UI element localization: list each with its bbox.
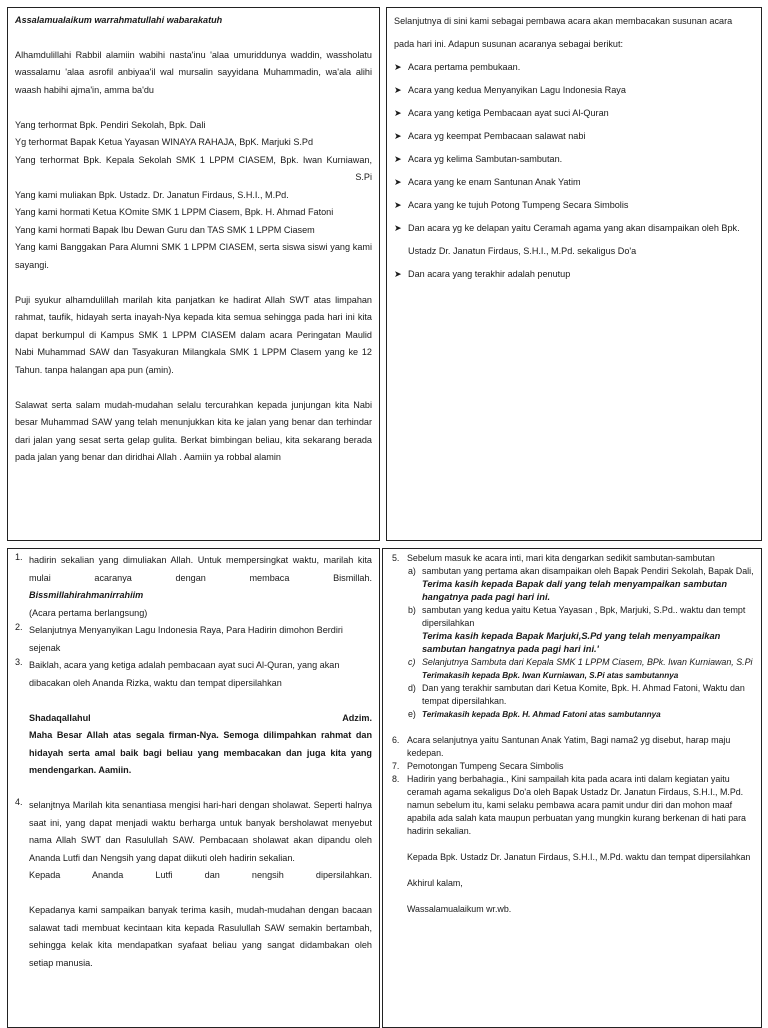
agenda-panel <box>386 7 762 541</box>
agenda-item: ➤ Dan acara yang terakhir adalah penutup <box>394 263 754 286</box>
item-invite: Kepada Ananda Lutfi dan nengsih dipersilahkan. <box>29 870 372 880</box>
respect-line-suffix: S.Pi <box>355 172 372 182</box>
agenda-intro: Selanjutnya di sini kami sebagai pembawa acara akan membacakan susunan acara pada hari ini. Adapun susunan acaranya sebagai berikut: <box>394 16 733 49</box>
arrow-bullet-icon: ➤ <box>394 200 402 210</box>
subitem-letter: e) <box>408 709 416 719</box>
item-number: 8. <box>392 774 400 784</box>
salawat-paragraph: Salawat serta salam mudah-mudahan selalu tercurahkan kepada junjungan kita Nabi besar Muhammad SAW yang telah menunjukkan kita ke jalan yang benar dan terhindar dari jalan yang sesat serta gelap gulita. Berkat bimbingan beliau, kita sekarang berada pada jalan yang benar dan diridhai Allah . Aamiin ya robbal alamin <box>15 399 372 462</box>
speech-subitem <box>389 708 755 721</box>
subitem-letter: a) <box>408 566 416 576</box>
opening-paragraph: Alhamdulillahi Rabbil alamiin wabihi nasta'inu 'alaa umuriddunya waddin, wassholatu wassalamu 'alaa asrofil anbiyaa'il wal mursalin sayyidana Muhammadin, wa'ala alihi waash habihi ajma'in, amma ba'du <box>15 49 372 95</box>
speech-subitem <box>389 656 755 682</box>
subitem-letter: d) <box>408 683 416 693</box>
agenda-list <box>394 56 754 286</box>
arrow-bullet-icon: ➤ <box>394 131 402 141</box>
closing-phrase: Akhirul kalam, <box>407 878 463 888</box>
item-number: 3. <box>15 657 23 667</box>
respect-line: Yg terhormat Bapak Ketua Yayasan WINAYA RAHAJA, BpK. Marjuki S.Pd <box>15 137 314 147</box>
arrow-bullet-icon: ➤ <box>394 177 402 187</box>
program-part-two-panel <box>382 548 762 1028</box>
subitem-text: Selanjutnya Sambuta dari Kepala SMK 1 LPPM Ciasem, BPk. Iwan Kurniawan, S.Pi <box>422 657 753 667</box>
item-number: 7. <box>392 761 400 771</box>
respect-line: Yang terhormat Bpk. Pendiri Sekolah, Bpk. Dali <box>15 119 206 130</box>
item-number: 2. <box>15 622 23 632</box>
subitem-letter: c) <box>408 657 416 667</box>
subitem-thanks: Terima kasih kepada Bapak Marjuki,S.Pd yang telah menyampaikan sambutan hangatnya pada pagi hari ini.' <box>422 631 721 654</box>
speaker-invitation: Kepada Bpk. Ustadz Dr. Janatun Firdaus, S.H.I., M.Pd. waktu dan tempat dipersilahkan <box>407 852 751 862</box>
respect-line: Yang terhormat Bpk. Kepala Sekolah SMK 1 LPPM CIASEM, Bpk. Iwan Kurniawan, <box>15 154 372 165</box>
subitem-text: Dan yang terakhir sambutan dari Ketua Komite, Bpk. H. Ahmad Fatoni, Waktu dan tempat dipersilahkan. <box>422 683 745 706</box>
agenda-item: ➤ Dan acara yg ke delapan yaitu Ceramah agama yang akan disampaikan oleh Bpk. Ustadz Dr. Janatun Firdaus, S.H.I., M.Pd. sekaligus Do'a <box>394 217 754 263</box>
item-note: (Acara pertama berlangsung) <box>29 607 148 618</box>
agenda-item: ➤ Acara pertama pembukaan. <box>394 56 754 79</box>
program-item <box>15 622 372 657</box>
item-text: Baiklah, acara yang ketiga adalah pembacaan ayat suci Al-Quran, yang akan dibacakan oleh Ananda Rizka, waktu dan tempat dipersilahkan <box>29 660 340 688</box>
subitem-letter: b) <box>408 605 416 615</box>
item-text: hadirin sekalian yang dimuliakan Allah. Untuk mempersingkat waktu, marilah kita mulai acaranya dengan membaca Bismillah. <box>29 555 372 583</box>
bismillah-text: Bissmillahirahmanirrahiim <box>29 590 144 600</box>
agenda-item: ➤ Acara yang ketiga Pembacaan ayat suci Al-Quran <box>394 102 754 125</box>
item-number: 4. <box>15 797 23 807</box>
arrow-bullet-icon: ➤ <box>394 108 402 118</box>
program-part-one-panel <box>7 548 380 1028</box>
subitem-thanks: Terima kasih kepada Bapak dali yang telah menyampaikan sambutan hangatnya pada pagi hari ini. <box>422 579 728 602</box>
respect-line: Yang kami muliakan Bpk. Ustadz. Dr. Janatun Firdaus, S.H.I., M.Pd. <box>15 189 289 200</box>
item-text: Pemotongan Tumpeng Secara Simbolis <box>407 761 564 771</box>
program-item <box>15 797 372 972</box>
agenda-item: ➤ Acara yang kedua Menyanyikan Lagu Indonesia Raya <box>394 79 754 102</box>
arrow-bullet-icon: ➤ <box>394 154 402 164</box>
item-number: 1. <box>15 552 23 562</box>
respect-line: Yang kami hormati Bapak Ibu Dewan Guru dan TAS SMK 1 LPPM Ciasem <box>15 224 315 235</box>
agenda-item: ➤ Acara yg kelima Sambutan-sambutan. <box>394 148 754 171</box>
speech-subitem <box>389 682 755 708</box>
agenda-item: ➤ Acara yg keempat Pembacaan salawat nabi <box>394 125 754 148</box>
subitem-thanks: Terimakasih kepada Bpk. H. Ahmad Fatoni atas sambutannya <box>422 710 661 719</box>
respect-line: Yang kami hormati Ketua KOmite SMK 1 LPPM Ciasem, Bpk. H. Ahmad Fatoni <box>15 207 334 217</box>
item-number: 6. <box>392 735 400 745</box>
speech-subitem <box>389 565 755 604</box>
item-text: selanjtnya Marilah kita senantiasa mengisi hari-hari dengan sholawat. Seperti halnya saat ini, yang dapat menjadi waktu berharga untuk banyak bersholawat menyebut nama Allah SWT dan Rasulullah SAW. Pembacaan sholawat akan dipandu oleh Ananda Lutfi dan Nengsih yang dapat diikuti oleh hadirin sekalian. <box>29 800 372 863</box>
item-text: Sebelum masuk ke acara inti, mari kita dengarkan sedikit sambutan-sambutan <box>407 553 715 563</box>
item-text: Selanjutnya Menyanyikan Lagu Indonesia Raya, Para Hadirin dimohon Berdiri sejenak <box>29 625 343 653</box>
item-text: Hadirin yang berbahagia., Kini sampailah kita pada acara inti dalam kegiatan yaitu ceramah agama sekaligus Do'a oleh Bapak Ustadz Dr. Janatun Firdaus, S.H.I., M.Pd. namun sebelum itu, kami selaku pembawa acara pamit undur diri dan mohon maaf apabila ada salah kata maupun perbuatan yang mungkin kurang berkenan di hati para hadirin sekalian. <box>407 774 746 836</box>
closing-salam: Wassalamualaikum wr.wb. <box>407 904 512 914</box>
agenda-item: ➤ Acara yang ke enam Santunan Anak Yatim <box>394 171 754 194</box>
arrow-bullet-icon: ➤ <box>394 62 402 72</box>
gratitude-paragraph: Puji syukur alhamdulillah marilah kita panjatkan ke hadirat Allah SWT atas limpahan rahmat, taufik, hidayah serta inayah-Nya kepada kita semua sehingga pada hari ini kita dapat berkumpul di Kampus SMK 1 LPPM CIASEM dalam acara Peringatan Maulid Nabi Muhammad SAW dan Tasyakuran Milangkala SMK 1 LPPM Clasem yang ke 12 Tahun. tanpa halangan apa pun (amin). <box>15 294 372 375</box>
speech-subitem <box>389 604 755 656</box>
respect-line: Yang kami Banggakan Para Alumni SMK 1 LPPM CIASEM, serta siswa siswi yang kami sayangi. <box>15 242 372 270</box>
arrow-bullet-icon: ➤ <box>394 85 402 95</box>
program-item <box>389 734 755 760</box>
opening-speech-panel <box>7 7 380 541</box>
prayer-text: Maha Besar Allah atas segala firman-Nya. Semoga dilimpahkan rahmat dan hidayah serta amal baik bagi beliau yang membacakan dan juga kita yang mendengarkan. Aamiin. <box>29 730 372 775</box>
program-item <box>15 657 372 780</box>
closing-verse-line: Shadaqallahul Adzim. <box>29 712 372 723</box>
arrow-bullet-icon: ➤ <box>394 269 402 279</box>
item-number: 5. <box>392 553 400 563</box>
agenda-item: ➤ Acara yang ke tujuh Potong Tumpeng Secara Simbolis <box>394 194 754 217</box>
subitem-text: sambutan yang pertama akan disampaikan oleh Bapak Pendiri Sekolah, Bapak Dali, <box>422 566 754 576</box>
item-thanks: Kepadanya kami sampaikan banyak terima kasih, mudah-mudahan dengan bacaan salawat tadi membuat kecintaan kita kepada Rasulullah SAW semakin bertambah, sehingga kelak kita mendapatkan syafaat beliau yang sangat didambakan oleh setiap manusia. <box>29 905 372 968</box>
subitem-thanks: Terimakasih kepada Bpk. Iwan Kurniawan, S.Pi atas sambutannya <box>422 671 679 680</box>
program-item <box>15 552 372 622</box>
program-item <box>389 760 755 773</box>
item-text: Acara selanjutnya yaitu Santunan Anak Yatim, Bagi nama2 yg disebut, harap maju kedepan. <box>407 735 731 758</box>
program-item <box>389 552 755 565</box>
subitem-text: sambutan yang kedua yaitu Ketua Yayasan , Bpk, Marjuki, S.Pd.. waktu dan tempt dipersilahkan <box>422 605 746 628</box>
program-item <box>389 773 755 838</box>
arrow-bullet-icon: ➤ <box>394 223 402 233</box>
greeting-heading: Assalamualaikum warrahmatullahi wabarakatuh <box>15 15 223 25</box>
